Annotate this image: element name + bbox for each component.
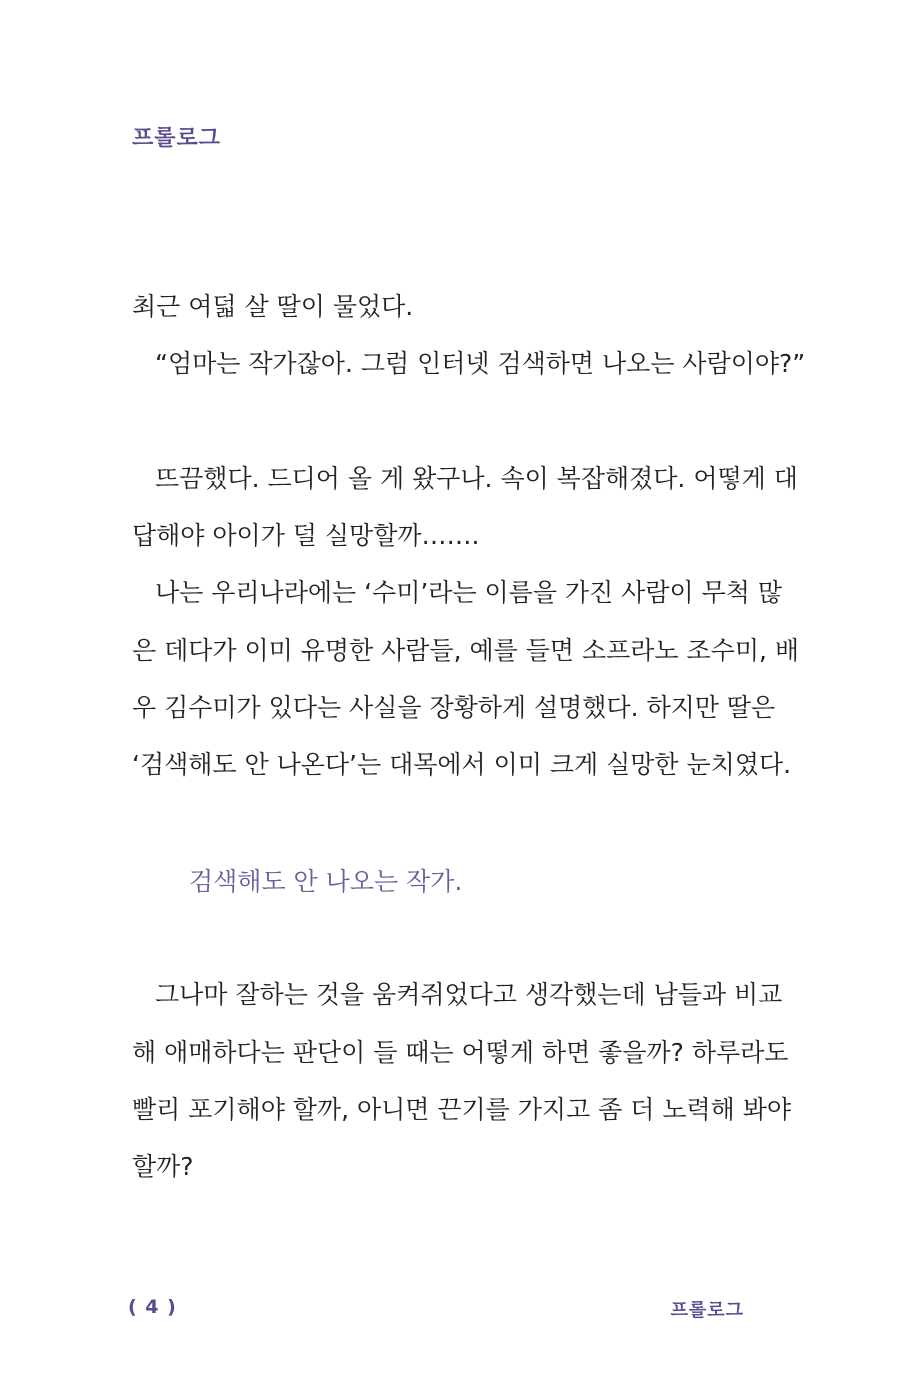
chapter-title: 프롤로그 — [132, 126, 222, 151]
body-line: 해 애매하다는 판단이 들 때는 어떻게 하면 좋을까? 하루라도 — [132, 1038, 789, 1067]
body-line: ‘검색해도 안 나온다’는 대목에서 이미 크게 실망한 눈치였다. — [132, 750, 792, 779]
body-line: 은 데다가 이미 유명한 사람들, 예를 들면 소프라노 조수미, 배 — [132, 636, 800, 665]
running-title: 프롤로그 — [670, 1300, 744, 1321]
body-line: “엄마는 작가잖아. 그럼 인터넷 검색하면 나오는 사람이야?” — [155, 349, 806, 378]
body-line: 나는 우리나라에는 ‘수미’라는 이름을 가진 사람이 무척 많 — [155, 578, 782, 607]
body-line: 할까? — [132, 1152, 194, 1181]
body-line: 답해야 아이가 덜 실망할까……. — [132, 521, 480, 550]
body-line: 빨리 포기해야 할까, 아니면 끈기를 가지고 좀 더 노력해 봐야 — [132, 1095, 792, 1124]
body-line: 그나마 잘하는 것을 움켜쥐었다고 생각했는데 남들과 비교 — [155, 980, 783, 1009]
emphasis-quote: 검색해도 안 나오는 작가. — [189, 867, 463, 896]
body-line: 최근 여덟 살 딸이 물었다. — [132, 292, 414, 321]
page-number: ( 4 ) — [128, 1296, 177, 1318]
body-line: 뜨끔했다. 드디어 올 게 왔구나. 속이 복잡해졌다. 어떻게 대 — [155, 464, 798, 493]
body-line: 우 김수미가 있다는 사실을 장황하게 설명했다. 하지만 딸은 — [132, 693, 776, 722]
